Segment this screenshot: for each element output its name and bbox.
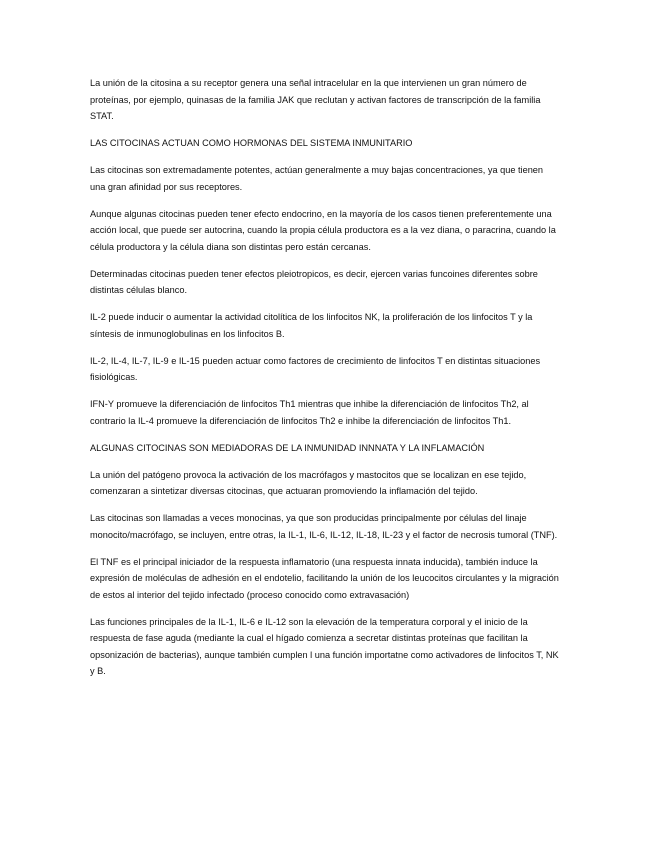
paragraph-potentes: Las citocinas son extremadamente potentes, actúan generalmente a muy bajas concentraciones, ya que tienen una gran afinidad por sus receptores.	[90, 165, 544, 192]
paragraph-factores-crecimiento: IL-2, IL-4, IL-7, IL-9 e IL-15 pueden actuar como factores de crecimiento de linfocitos T en distintas situaciones fisiológicas.	[90, 355, 541, 382]
paragraph-tnf: El TNF es el principal iniciador de la respuesta inflamatorio (una respuesta innata inducida), también induce la expresión de moléculas de adhesión en el endotelio, facilitando la unión de los leucocitos circulantes y la migración de estos al interior del tejido infectado (proceso conocido como extravasación)	[90, 556, 559, 600]
section-heading-inmunidad-innata: ALGUNAS CITOCINAS SON MEDIADORAS DE LA INMUNIDAD INNNATA Y LA INFLAMACIÓN	[90, 442, 485, 453]
paragraph-endocrino: Aunque algunas citocinas pueden tener efecto endocrino, en la mayoría de los casos tienen preferentemente una acción local, que puede ser autocrina, cuando la propia célula productora es a la vez diana, o paracrina, cuando la célula productora y la célula diana son distintas pero están cercanas.	[90, 208, 556, 252]
section-heading-hormonas: LAS CITOCINAS ACTUAN COMO HORMONAS DEL SISTEMA INMUNITARIO	[90, 138, 413, 148]
paragraph-ifn: IFN-Y promueve la diferenciación de linfocitos Th1 mientras que inhibe la diferenciación de linfocitos Th2, al contrario la IL-4 promueve la diferenciación de linfocitos Th2 e inhibe la diferenciación de linfocitos Th1.	[90, 399, 529, 426]
paragraph-pleiotropicos: Determinadas citocinas pueden tener efectos pleiotropicos, es decir, ejercen varias funcoines diferentes sobre distintas células blanco.	[90, 268, 538, 295]
paragraph-patogeno: La unión del patógeno provoca la activación de los macrófagos y mastocitos que se localizan en ese tejido, comenzaran a sintetizar diversas citocinas, que actuaran promoviendo la inflamación del tejido.	[90, 469, 527, 496]
paragraph-monocinas: Las citocinas son llamadas a veces monocinas, ya que son producidas principalmente por células del linaje monocito/macrófago, se incluyen, entre otras, la IL-1, IL-6, IL-12, IL-18, IL-23 y el factor de necrosis tumoral (TNF).	[90, 513, 558, 540]
paragraph-jak-stat: La unión de la citosina a su receptor genera una señal intracelular en la que intervienen un gran número de proteínas, por ejemplo, quinasas de la familia JAK que reclutan y activan factores de transcripción de la familia STAT.	[90, 78, 541, 121]
paragraph-funciones: Las funciones principales de la IL-1, IL-6 e IL-12 son la elevación de la temperatura corporal y el inicio de la respuesta de fase aguda (mediante la cual el hígado comienza a secretar distintas proteínas que facilitan la opsonización de bacterias), aunque también cumplen l una función importatne como activadores de linfocitos T, NK y B.	[90, 616, 559, 676]
document-body	[90, 75, 560, 690]
paragraph-il2: IL-2 puede inducir o aumentar la actividad citolítica de los linfocitos NK, la proliferación de los linfocitos T y la síntesis de inmunoglobulinas en los linfocitos B.	[90, 312, 533, 339]
